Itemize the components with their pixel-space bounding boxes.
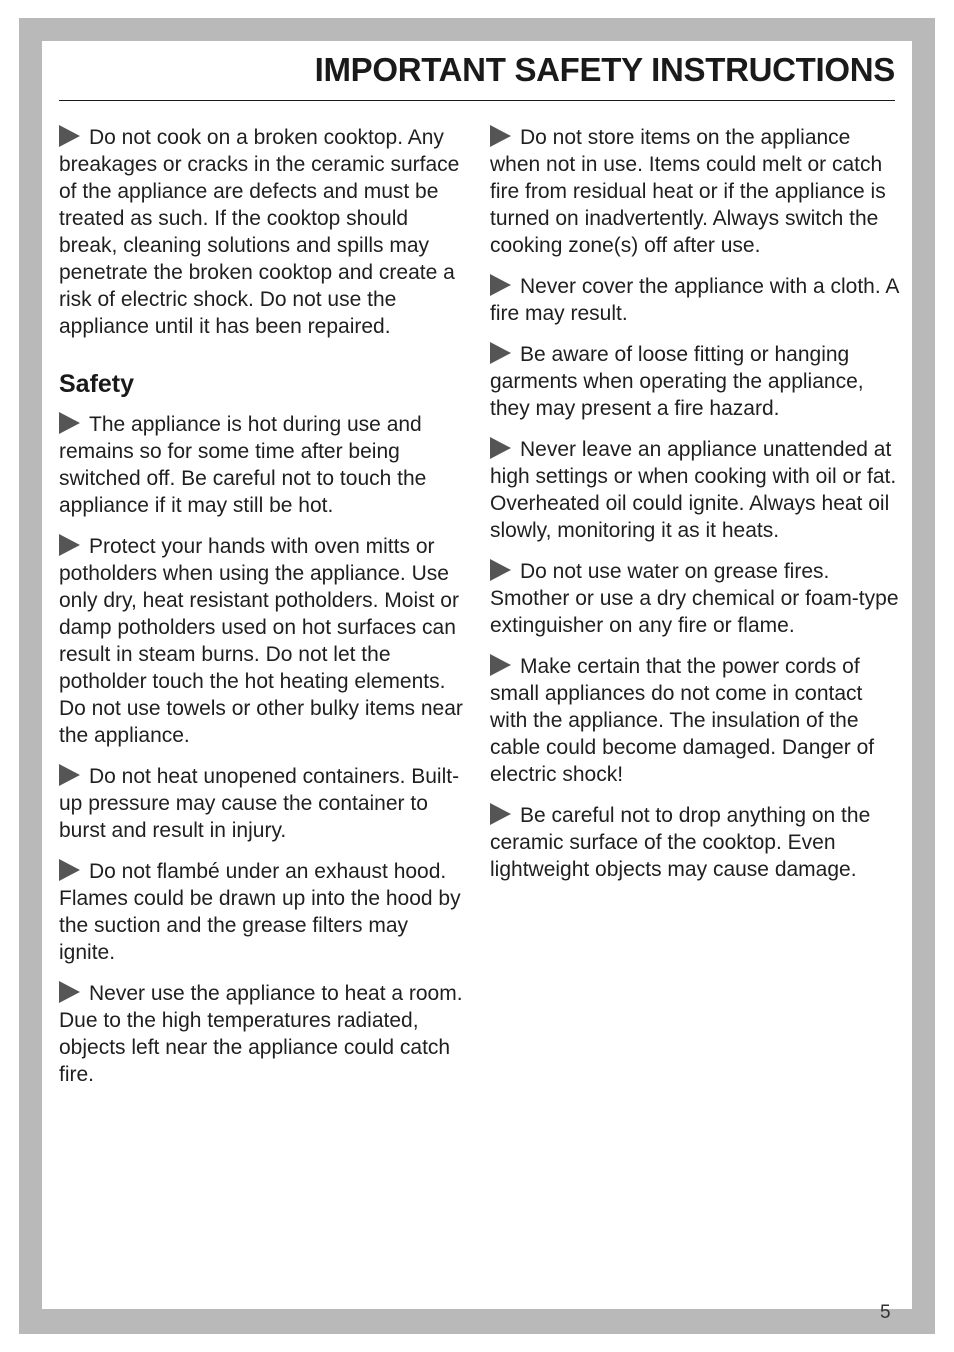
safety-item xyxy=(59,533,467,749)
safety-item-text: The appliance is hot during use and remains so for some time after being switched off. Be careful not to touch the appliance if it may still be hot. xyxy=(59,413,427,517)
safety-item xyxy=(490,436,900,544)
safety-item xyxy=(59,858,467,966)
page-number: 5 xyxy=(880,1302,891,1323)
triangle-right-icon xyxy=(59,125,80,147)
triangle-right-icon xyxy=(490,803,511,825)
page-title: IMPORTANT SAFETY INSTRUCTIONS xyxy=(314,51,895,88)
triangle-right-icon xyxy=(490,654,511,676)
intro-text: Do not cook on a broken cooktop. Any breakages or cracks in the ceramic surface of the appliance are defects and must be treated as such. If the cooktop should break, cleaning solutions and spills may penetrate the broken cooktop and create a risk of electric shock. Do not use the appliance until it has been repaired. xyxy=(59,126,460,338)
safety-item xyxy=(490,341,900,422)
safety-item-text: Make certain that the power cords of small appliances do not come in contact with the appliance. The insulation of the cable could become damaged. Danger of electric shock! xyxy=(490,655,875,786)
triangle-right-icon xyxy=(59,859,80,881)
safety-item-text: Do not flambé under an exhaust hood. Flames could be drawn up into the hood by the suction and the grease filters may ignite. xyxy=(59,860,461,964)
triangle-right-icon xyxy=(59,412,80,434)
safety-item-text: Never leave an appliance unattended at high settings or when cooking with oil or fat. Overheated oil could ignite. Always heat oil slowly, monitoring it as it heats. xyxy=(490,438,897,542)
triangle-right-icon xyxy=(490,125,511,147)
safety-item-text: Be careful not to drop anything on the ceramic surface of the cooktop. Even lightweight objects may cause damage. xyxy=(490,804,871,881)
safety-item-text: Protect your hands with oven mitts or potholders when using the appliance. Use only dry, heat resistant potholders. Moist or damp potholders used on hot surfaces can result in steam burns. Do not let the potholder touch the hot heating elements. Do not use towels or other bulky items near the appliance. xyxy=(59,535,463,747)
safety-item-text: Do not use water on grease fires. Smother or use a dry chemical or foam-type extinguisher on any fire or flame. xyxy=(490,560,899,637)
safety-item xyxy=(490,273,900,327)
safety-item xyxy=(490,802,900,883)
triangle-right-icon xyxy=(59,981,80,1003)
safety-item xyxy=(59,411,467,519)
safety-item xyxy=(490,124,900,259)
safety-item-text: Do not heat unopened containers. Built-up pressure may cause the container to burst and result in injury. xyxy=(59,765,460,842)
right-column xyxy=(490,124,900,897)
triangle-right-icon xyxy=(490,274,511,296)
triangle-right-icon xyxy=(59,534,80,556)
safety-item xyxy=(59,980,467,1088)
safety-item-text: Never cover the appliance with a cloth. A fire may result. xyxy=(490,275,899,325)
section-heading-safety: Safety xyxy=(59,370,135,398)
safety-item-text: Do not store items on the appliance when not in use. Items could melt or catch fire from residual heat or if the appliance is turned on inadvertently. Always switch the cooking zone(s) off after use. xyxy=(490,126,886,257)
triangle-right-icon xyxy=(490,559,511,581)
triangle-right-icon xyxy=(490,437,511,459)
safety-item-text: Be aware of loose fitting or hanging garments when operating the appliance, they may present a fire hazard. xyxy=(490,343,864,420)
left-column xyxy=(59,124,467,1102)
document-page xyxy=(42,41,912,1309)
safety-item-text: Never use the appliance to heat a room. Due to the high temperatures radiated, objects left near the appliance could catch fire. xyxy=(59,982,463,1086)
safety-item xyxy=(490,653,900,788)
safety-item xyxy=(59,763,467,844)
intro-paragraph xyxy=(59,124,467,340)
triangle-right-icon xyxy=(59,764,80,786)
safety-item xyxy=(490,558,900,639)
page-header xyxy=(59,41,895,101)
triangle-right-icon xyxy=(490,342,511,364)
